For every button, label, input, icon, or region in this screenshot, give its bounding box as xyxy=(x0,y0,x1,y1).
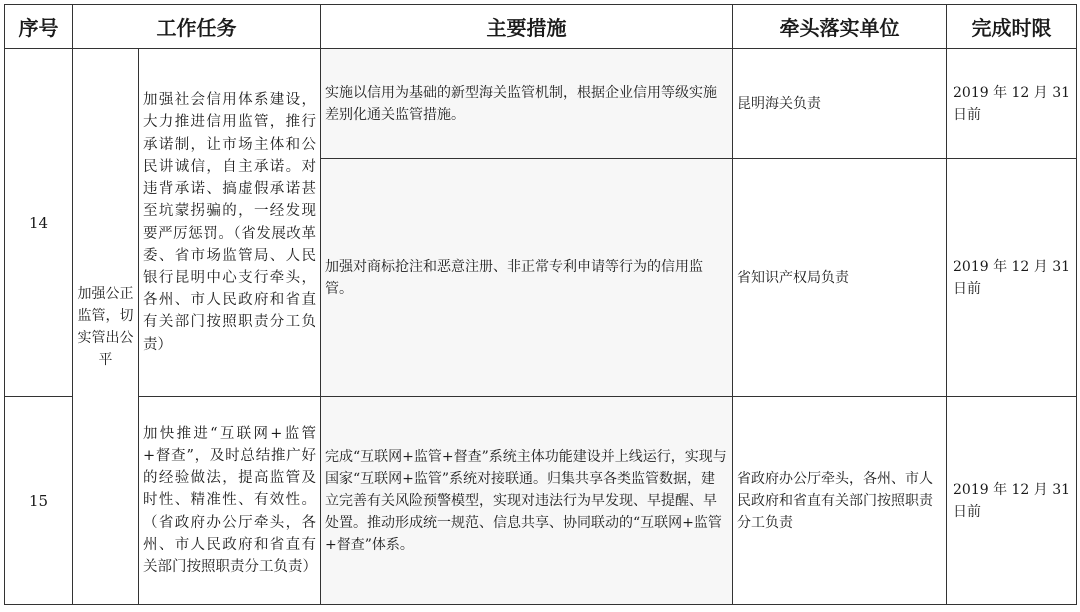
task-table xyxy=(4,4,1077,605)
row-measure: 实施以信用为基础的新型海关监管机制，根据企业信用等级实施差别化通关监管措施。 xyxy=(321,49,733,159)
header-measures: 主要措施 xyxy=(321,5,733,49)
row-task: 加强社会信用体系建设，大力推进信用监管，推行承诺制，让市场主体和公民讲诚信，自主承诺。对违背承诺、搞虚假承诺甚至坑蒙拐骗的，一经发现要严厉惩罚。（省发展改革委、省市场监管局、人民银行昆明中心支行牵头，各州、市人民政府和省直有关部门按照职责分工负责） xyxy=(139,49,321,397)
row-category: 加强公正监管，切实管出公平 xyxy=(73,49,139,605)
header-unit: 牵头落实单位 xyxy=(733,5,947,49)
header-seq: 序号 xyxy=(5,5,73,49)
header-deadline: 完成时限 xyxy=(947,5,1077,49)
row-measure: 完成“互联网+监管+督查”系统主体功能建设并上线运行，实现与国家“互联网+监管”系统对接联通。归集共享各类监管数据，建立完善有关风险预警模型，实现对违法行为早发现、早提醒、早处置。推动形成统一规范、信息共享、协同联动的“互联网+监管+督查”体系。 xyxy=(321,397,733,605)
row-unit: 省知识产权局负责 xyxy=(733,159,947,397)
row-unit: 昆明海关负责 xyxy=(733,49,947,159)
row-seq: 15 xyxy=(5,397,73,605)
row-unit: 省政府办公厅牵头，各州、市人民政府和省直有关部门按照职责分工负责 xyxy=(733,397,947,605)
row-deadline: 2019 年 12 月 31 日前 xyxy=(947,397,1077,605)
header-row xyxy=(5,5,1077,49)
row-measure: 加强对商标抢注和恶意注册、非正常专利申请等行为的信用监管。 xyxy=(321,159,733,397)
row-seq: 14 xyxy=(5,49,73,397)
row-deadline: 2019 年 12 月 31 日前 xyxy=(947,159,1077,397)
row-task: 加快推进“互联网+监管+督查”，及时总结推广好的经验做法，提高监管及时性、精准性、有效性。（省政府办公厅牵头，各州、市人民政府和省直有关部门按照职责分工负责） xyxy=(139,397,321,605)
table-row xyxy=(5,397,1077,605)
table-row xyxy=(5,49,1077,159)
row-deadline: 2019 年 12 月 31 日前 xyxy=(947,49,1077,159)
header-task: 工作任务 xyxy=(73,5,321,49)
